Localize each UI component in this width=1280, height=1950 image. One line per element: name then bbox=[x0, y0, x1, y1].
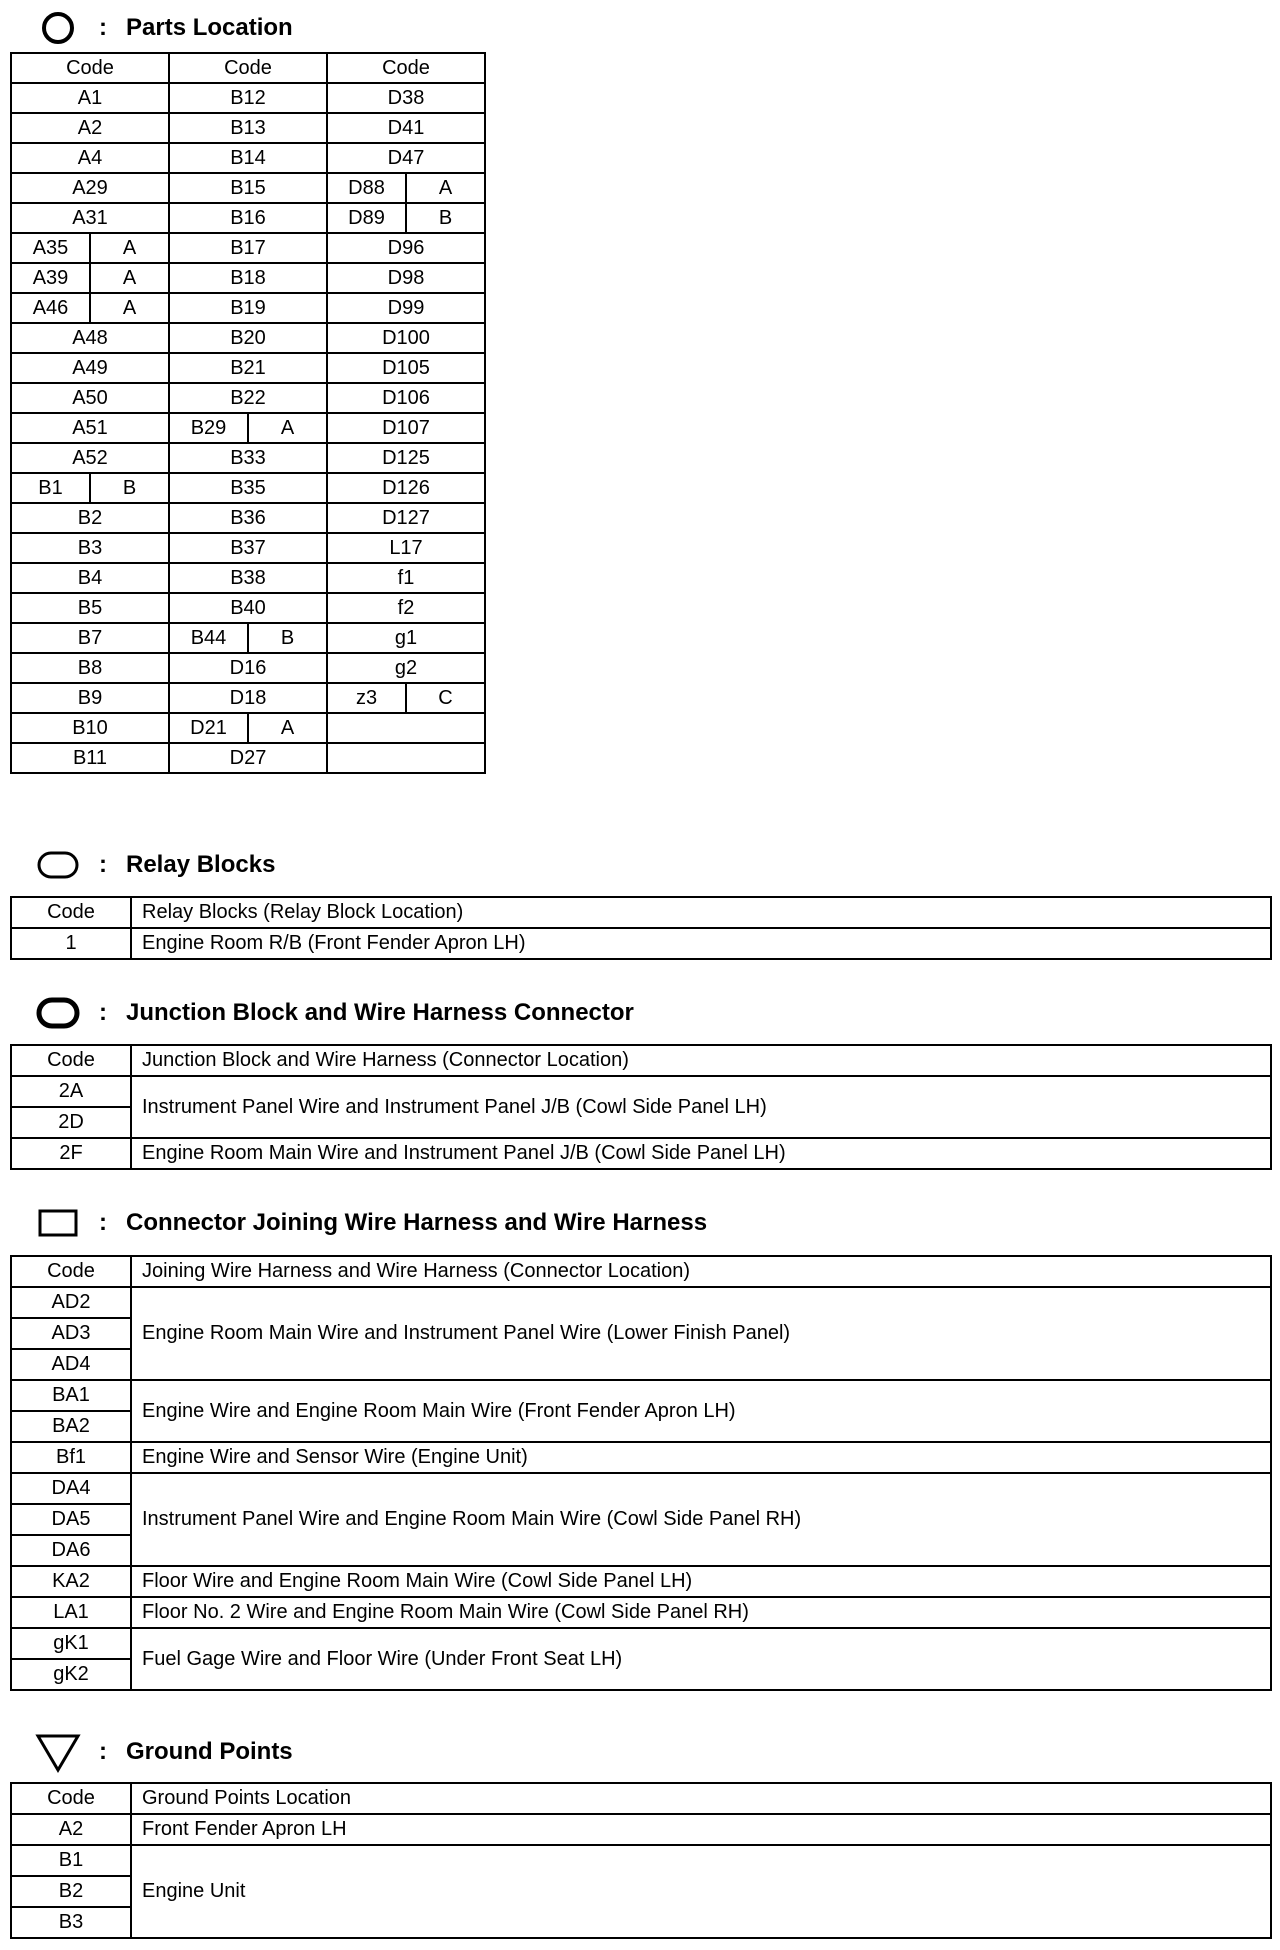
part-code: D106 bbox=[327, 383, 485, 413]
location-header: Ground Points Location bbox=[131, 1783, 1271, 1814]
code-header: Code bbox=[11, 1783, 131, 1814]
split-cell bbox=[170, 624, 326, 652]
table-row bbox=[11, 1845, 1271, 1876]
split-cell bbox=[328, 684, 484, 712]
connector-code: Bf1 bbox=[11, 1442, 131, 1473]
part-code: B38 bbox=[169, 563, 327, 593]
part-code: D125 bbox=[327, 443, 485, 473]
part-code: B14 bbox=[169, 143, 327, 173]
part-code: B20 bbox=[169, 323, 327, 353]
table-row bbox=[11, 1597, 1271, 1628]
split-cell bbox=[12, 294, 168, 322]
split-cell bbox=[170, 714, 326, 742]
column-header: Code bbox=[11, 53, 169, 83]
split-cell bbox=[328, 204, 484, 232]
table-row bbox=[11, 143, 485, 173]
connector-code: AD4 bbox=[11, 1349, 131, 1380]
part-code: D107 bbox=[327, 413, 485, 443]
connector-code: BA1 bbox=[11, 1380, 131, 1411]
location-letter: A bbox=[89, 264, 168, 292]
part-code: B4 bbox=[11, 563, 169, 593]
part-code: D41 bbox=[327, 113, 485, 143]
part-code: f2 bbox=[327, 593, 485, 623]
part-code: D126 bbox=[327, 473, 485, 503]
table-row bbox=[11, 683, 485, 713]
connector-code: B2 bbox=[11, 1876, 131, 1907]
table-row bbox=[11, 83, 485, 113]
table-row bbox=[11, 1287, 1271, 1318]
split-cell bbox=[328, 174, 484, 202]
part-code: B22 bbox=[169, 383, 327, 413]
connector-code: 2D bbox=[11, 1107, 131, 1138]
part-code: D98 bbox=[327, 263, 485, 293]
connector-code: A2 bbox=[11, 1814, 131, 1845]
part-code: B16 bbox=[169, 203, 327, 233]
part-code: B2 bbox=[11, 503, 169, 533]
table-row bbox=[11, 1566, 1271, 1597]
code-header: Code bbox=[11, 1256, 131, 1287]
table-cell bbox=[169, 713, 327, 743]
connector-code: B3 bbox=[11, 1907, 131, 1938]
part-code: B11 bbox=[11, 743, 169, 773]
table-row bbox=[11, 173, 485, 203]
table-row bbox=[11, 353, 485, 383]
table-row bbox=[11, 533, 485, 563]
part-code bbox=[327, 713, 485, 743]
table-row bbox=[11, 323, 485, 353]
location-letter: B bbox=[89, 474, 168, 502]
location-description: Instrument Panel Wire and Instrument Panel J/B (Cowl Side Panel LH) bbox=[131, 1076, 1271, 1138]
section-title: Junction Block and Wire Harness Connector bbox=[126, 999, 634, 1026]
part-code: D88 bbox=[348, 177, 385, 199]
connector-code: DA6 bbox=[11, 1535, 131, 1566]
connector-code: DA4 bbox=[11, 1473, 131, 1504]
part-code: A46 bbox=[32, 297, 69, 319]
table-row bbox=[11, 713, 485, 743]
part-code bbox=[327, 743, 485, 773]
table-cell bbox=[11, 473, 169, 503]
part-code: A35 bbox=[32, 237, 69, 259]
relay-blocks-table bbox=[10, 896, 1272, 960]
location-description: Engine Room Main Wire and Instrument Panel J/B (Cowl Side Panel LH) bbox=[131, 1138, 1271, 1169]
table-header-row bbox=[11, 1045, 1271, 1076]
location-header: Junction Block and Wire Harness (Connector Location) bbox=[131, 1045, 1271, 1076]
part-code: B13 bbox=[169, 113, 327, 143]
table-row bbox=[11, 473, 485, 503]
location-letter: A bbox=[89, 234, 168, 262]
part-code: B9 bbox=[11, 683, 169, 713]
part-code: D127 bbox=[327, 503, 485, 533]
location-description: Floor No. 2 Wire and Engine Room Main Wire (Cowl Side Panel RH) bbox=[131, 1597, 1271, 1628]
table-row bbox=[11, 1138, 1271, 1169]
junction-block-table bbox=[10, 1044, 1272, 1170]
table-row bbox=[11, 1380, 1271, 1411]
table-cell bbox=[11, 233, 169, 263]
connector-code: 2A bbox=[11, 1076, 131, 1107]
connector-code: LA1 bbox=[11, 1597, 131, 1628]
table-row bbox=[11, 623, 485, 653]
table-row bbox=[11, 383, 485, 413]
location-description: Floor Wire and Engine Room Main Wire (Cowl Side Panel LH) bbox=[131, 1566, 1271, 1597]
location-description: Front Fender Apron LH bbox=[131, 1814, 1271, 1845]
table-row bbox=[11, 1442, 1271, 1473]
split-cell bbox=[170, 414, 326, 442]
part-code: D16 bbox=[169, 653, 327, 683]
table-row bbox=[11, 1473, 1271, 1504]
table-row bbox=[11, 413, 485, 443]
part-code: L17 bbox=[327, 533, 485, 563]
part-code: B18 bbox=[169, 263, 327, 293]
part-code: B21 bbox=[169, 353, 327, 383]
table-cell bbox=[11, 293, 169, 323]
part-code: B29 bbox=[190, 417, 227, 439]
colon: : bbox=[99, 999, 107, 1026]
part-code: D96 bbox=[327, 233, 485, 263]
location-description: Engine Room R/B (Front Fender Apron LH) bbox=[131, 928, 1271, 959]
part-code: D99 bbox=[327, 293, 485, 323]
part-code: B40 bbox=[169, 593, 327, 623]
table-header-row bbox=[11, 53, 485, 83]
part-code: z3 bbox=[355, 687, 378, 709]
location-header: Joining Wire Harness and Wire Harness (Connector Location) bbox=[131, 1256, 1271, 1287]
table-cell bbox=[327, 683, 485, 713]
location-header: Relay Blocks (Relay Block Location) bbox=[131, 897, 1271, 928]
table-row bbox=[11, 293, 485, 323]
part-code: A29 bbox=[11, 173, 169, 203]
column-header: Code bbox=[169, 53, 327, 83]
table-header-row bbox=[11, 1256, 1271, 1287]
connector-code: gK2 bbox=[11, 1659, 131, 1690]
part-code: D47 bbox=[327, 143, 485, 173]
connector-code: AD3 bbox=[11, 1318, 131, 1349]
part-code: B1 bbox=[38, 477, 63, 499]
table-row bbox=[11, 1628, 1271, 1659]
table-row bbox=[11, 233, 485, 263]
part-code: A1 bbox=[11, 83, 169, 113]
part-code: A52 bbox=[11, 443, 169, 473]
table-row bbox=[11, 743, 485, 773]
table-row bbox=[11, 1076, 1271, 1107]
table-row bbox=[11, 503, 485, 533]
table-cell bbox=[327, 173, 485, 203]
ground-points-table bbox=[10, 1782, 1272, 1939]
code-header: Code bbox=[11, 897, 131, 928]
table-row bbox=[11, 113, 485, 143]
table-cell bbox=[327, 203, 485, 233]
part-code: B35 bbox=[169, 473, 327, 503]
part-code: A31 bbox=[11, 203, 169, 233]
junction-block-heading bbox=[0, 993, 634, 1033]
part-code: D100 bbox=[327, 323, 485, 353]
ground-points-heading bbox=[0, 1732, 293, 1772]
part-code: A39 bbox=[32, 267, 69, 289]
connector-code: gK1 bbox=[11, 1628, 131, 1659]
part-code: D18 bbox=[169, 683, 327, 713]
part-code: B44 bbox=[190, 627, 227, 649]
section-title: Relay Blocks bbox=[126, 851, 276, 878]
connector-heading bbox=[0, 1203, 707, 1243]
location-description: Engine Wire and Engine Room Main Wire (Front Fender Apron LH) bbox=[131, 1380, 1271, 1442]
part-code: D89 bbox=[348, 207, 385, 229]
location-letter: A bbox=[247, 414, 326, 442]
location-description: Engine Unit bbox=[131, 1845, 1271, 1938]
split-cell bbox=[12, 264, 168, 292]
table-header-row bbox=[11, 1783, 1271, 1814]
section-title: Ground Points bbox=[126, 1738, 293, 1765]
table-cell bbox=[169, 413, 327, 443]
connector-code: B1 bbox=[11, 1845, 131, 1876]
rounded-rect-icon bbox=[28, 845, 88, 885]
part-code: B17 bbox=[169, 233, 327, 263]
colon: : bbox=[99, 14, 107, 41]
location-letter: B bbox=[247, 624, 326, 652]
column-header: Code bbox=[327, 53, 485, 83]
split-cell bbox=[12, 234, 168, 262]
part-code: B19 bbox=[169, 293, 327, 323]
part-code: D27 bbox=[169, 743, 327, 773]
section-title: Connector Joining Wire Harness and Wire Harness bbox=[126, 1209, 708, 1236]
table-row bbox=[11, 443, 485, 473]
part-code: B37 bbox=[169, 533, 327, 563]
table-header-row bbox=[11, 897, 1271, 928]
part-code: A49 bbox=[11, 353, 169, 383]
part-code: B15 bbox=[169, 173, 327, 203]
part-code: A48 bbox=[11, 323, 169, 353]
part-code: D38 bbox=[327, 83, 485, 113]
colon: : bbox=[99, 1738, 107, 1765]
location-description: Engine Room Main Wire and Instrument Panel Wire (Lower Finish Panel) bbox=[131, 1287, 1271, 1380]
connector-code: KA2 bbox=[11, 1566, 131, 1597]
connector-code: BA2 bbox=[11, 1411, 131, 1442]
square-icon bbox=[28, 1203, 88, 1243]
location-letter: A bbox=[89, 294, 168, 322]
part-code: B10 bbox=[11, 713, 169, 743]
connector-code: 2F bbox=[11, 1138, 131, 1169]
part-code: B12 bbox=[169, 83, 327, 113]
location-letter: A bbox=[247, 714, 326, 742]
parts-location-heading bbox=[0, 8, 293, 48]
thick-rounded-rect-icon bbox=[28, 993, 88, 1033]
part-code: A4 bbox=[11, 143, 169, 173]
table-cell bbox=[169, 623, 327, 653]
table-row bbox=[11, 593, 485, 623]
code-header: Code bbox=[11, 1045, 131, 1076]
part-code: A50 bbox=[11, 383, 169, 413]
location-description: Engine Wire and Sensor Wire (Engine Unit) bbox=[131, 1442, 1271, 1473]
colon: : bbox=[99, 1209, 107, 1236]
circle-icon bbox=[28, 8, 88, 48]
section-title: Parts Location bbox=[126, 14, 293, 41]
part-code: A51 bbox=[11, 413, 169, 443]
connector-code: AD2 bbox=[11, 1287, 131, 1318]
part-code: g2 bbox=[327, 653, 485, 683]
table-cell bbox=[11, 263, 169, 293]
parts-location-table bbox=[10, 52, 486, 774]
location-letter: C bbox=[405, 684, 484, 712]
table-row bbox=[11, 563, 485, 593]
part-code: B8 bbox=[11, 653, 169, 683]
connector-code: 1 bbox=[11, 928, 131, 959]
colon: : bbox=[99, 851, 107, 878]
table-row bbox=[11, 653, 485, 683]
location-description: Fuel Gage Wire and Floor Wire (Under Front Seat LH) bbox=[131, 1628, 1271, 1690]
part-code: D105 bbox=[327, 353, 485, 383]
table-row bbox=[11, 263, 485, 293]
part-code: B7 bbox=[11, 623, 169, 653]
location-description: Instrument Panel Wire and Engine Room Main Wire (Cowl Side Panel RH) bbox=[131, 1473, 1271, 1566]
table-row bbox=[11, 928, 1271, 959]
table-row bbox=[11, 1814, 1271, 1845]
location-letter: A bbox=[405, 174, 484, 202]
part-code: B33 bbox=[169, 443, 327, 473]
part-code: D21 bbox=[190, 717, 227, 739]
table-row bbox=[11, 203, 485, 233]
connector-table bbox=[10, 1255, 1272, 1691]
relay-blocks-heading bbox=[0, 845, 275, 885]
location-letter: B bbox=[405, 204, 484, 232]
part-code: g1 bbox=[327, 623, 485, 653]
split-cell bbox=[12, 474, 168, 502]
part-code: B36 bbox=[169, 503, 327, 533]
triangle-down-icon bbox=[28, 1732, 88, 1772]
part-code: B5 bbox=[11, 593, 169, 623]
part-code: B3 bbox=[11, 533, 169, 563]
connector-code: DA5 bbox=[11, 1504, 131, 1535]
part-code: f1 bbox=[327, 563, 485, 593]
part-code: A2 bbox=[11, 113, 169, 143]
